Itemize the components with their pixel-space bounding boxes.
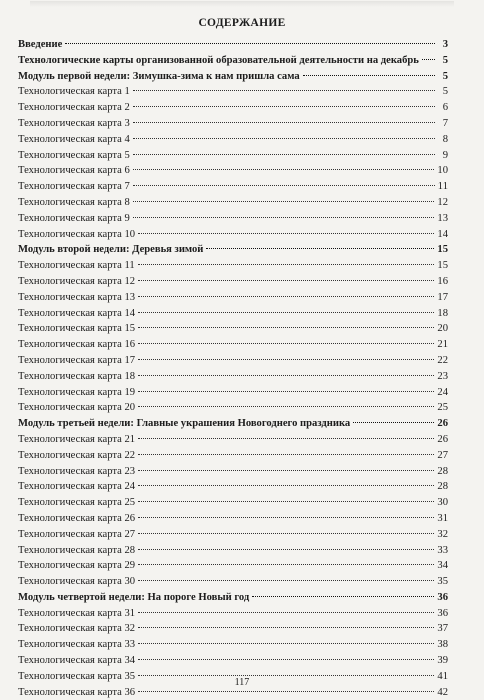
dot-leader bbox=[138, 549, 434, 550]
toc-entry bbox=[18, 227, 448, 243]
dot-leader bbox=[138, 406, 434, 407]
dot-leader bbox=[252, 596, 434, 597]
toc-entry-title: Технологическая карта 31 bbox=[18, 607, 136, 619]
toc-entry-page: 39 bbox=[437, 655, 448, 667]
dot-leader bbox=[206, 248, 434, 249]
dot-leader bbox=[133, 201, 435, 202]
dot-leader bbox=[138, 312, 434, 313]
toc-entry-title: Технологическая карта 20 bbox=[18, 402, 136, 414]
toc-entry-title: Технологическая карта 13 bbox=[18, 291, 136, 303]
toc-entry-page: 42 bbox=[437, 686, 448, 698]
toc-entry bbox=[18, 116, 448, 132]
dot-leader bbox=[138, 438, 434, 439]
toc-entry-title: Технологическая карта 15 bbox=[18, 323, 136, 335]
toc-entry-page: 26 bbox=[437, 418, 448, 430]
toc-heading: СОДЕРЖАНИЕ bbox=[198, 17, 286, 29]
toc-entry bbox=[18, 306, 448, 322]
toc-entry bbox=[18, 448, 448, 464]
toc-entry-page: 21 bbox=[437, 339, 448, 351]
page-number: 117 bbox=[234, 677, 250, 688]
toc-entry bbox=[18, 321, 448, 337]
dot-leader bbox=[138, 627, 434, 628]
toc-entry-page: 12 bbox=[437, 196, 448, 208]
toc-entry bbox=[18, 148, 448, 164]
toc-entry-page: 6 bbox=[442, 102, 448, 114]
toc-entry-title: Технологическая карта 27 bbox=[18, 528, 136, 540]
toc-entry-title: Технологическая карта 6 bbox=[18, 165, 130, 177]
toc-entry bbox=[18, 274, 448, 290]
toc-entry bbox=[18, 385, 448, 401]
toc-entry-title: Технологическая карта 25 bbox=[18, 497, 136, 509]
toc-section-entry bbox=[18, 590, 448, 606]
toc-section-entry bbox=[18, 242, 448, 258]
toc-entry-title: Введение bbox=[18, 39, 63, 50]
toc-entry bbox=[18, 606, 448, 622]
toc-entry-title: Технологическая карта 32 bbox=[18, 623, 136, 635]
dot-leader bbox=[303, 75, 435, 76]
dot-leader bbox=[133, 106, 435, 107]
toc-entry-title: Технологическая карта 26 bbox=[18, 512, 136, 524]
dot-leader bbox=[138, 501, 434, 502]
toc-entry-title: Технологическая карта 23 bbox=[18, 465, 136, 477]
toc-entry-title: Технологическая карта 1 bbox=[18, 86, 130, 98]
toc-entry-page: 41 bbox=[437, 670, 448, 682]
dot-leader bbox=[138, 485, 434, 486]
toc-entry-page: 16 bbox=[437, 275, 448, 287]
dot-leader bbox=[138, 517, 434, 518]
table-of-contents bbox=[18, 37, 448, 700]
toc-entry-title: Технологические карты организованной образовательной деятельности на декабрь bbox=[18, 54, 419, 66]
toc-entry-page: 5 bbox=[442, 54, 448, 66]
toc-entry-page: 25 bbox=[437, 402, 448, 414]
toc-entry-page: 24 bbox=[437, 386, 448, 398]
toc-entry bbox=[18, 290, 448, 306]
toc-entry-title: Технологическая карта 5 bbox=[18, 149, 130, 161]
toc-entry-page: 3 bbox=[442, 39, 448, 50]
toc-entry-title: Технологическая карта 14 bbox=[18, 307, 136, 319]
dot-leader bbox=[138, 359, 434, 360]
toc-entry-title: Технологическая карта 10 bbox=[18, 228, 136, 240]
dot-leader bbox=[138, 343, 434, 344]
toc-entry-title: Модуль третьей недели: Главные украшения Новогоднего праздника bbox=[18, 418, 351, 430]
toc-entry bbox=[18, 621, 448, 637]
toc-entry-page: 17 bbox=[437, 291, 448, 303]
toc-entry-page: 15 bbox=[437, 260, 448, 272]
toc-entry-title: Технологическая карта 11 bbox=[18, 260, 135, 272]
toc-entry-page: 22 bbox=[437, 354, 448, 366]
toc-entry bbox=[18, 479, 448, 495]
dot-leader bbox=[133, 138, 435, 139]
toc-entry-page: 28 bbox=[437, 465, 448, 477]
toc-entry bbox=[18, 84, 448, 100]
toc-entry-page: 37 bbox=[437, 623, 448, 635]
toc-entry-page: 34 bbox=[437, 560, 448, 572]
toc-entry bbox=[18, 495, 448, 511]
toc-entry-page: 28 bbox=[437, 481, 448, 493]
toc-entry bbox=[18, 132, 448, 148]
dot-leader bbox=[138, 391, 434, 392]
toc-entry bbox=[18, 195, 448, 211]
toc-entry-title: Технологическая карта 9 bbox=[18, 212, 130, 224]
dot-leader bbox=[138, 454, 434, 455]
toc-section-entry bbox=[18, 53, 448, 69]
toc-entry bbox=[18, 163, 448, 179]
toc-entry bbox=[18, 400, 448, 416]
toc-section-entry bbox=[18, 69, 448, 85]
dot-leader bbox=[138, 659, 434, 660]
toc-entry-page: 32 bbox=[437, 528, 448, 540]
dot-leader bbox=[133, 169, 435, 170]
toc-entry-page: 10 bbox=[437, 165, 448, 177]
toc-entry-title: Технологическая карта 18 bbox=[18, 370, 136, 382]
toc-entry-title: Технологическая карта 22 bbox=[18, 449, 136, 461]
toc-entry bbox=[18, 353, 448, 369]
dot-leader bbox=[138, 691, 434, 692]
toc-entry-title: Технологическая карта 16 bbox=[18, 339, 136, 351]
dot-leader bbox=[138, 533, 434, 534]
toc-entry bbox=[18, 574, 448, 590]
toc-entry bbox=[18, 211, 448, 227]
dot-leader bbox=[138, 470, 434, 471]
toc-entry-title: Технологическая карта 34 bbox=[18, 655, 136, 667]
toc-entry-page: 13 bbox=[437, 212, 448, 224]
dot-leader bbox=[133, 217, 435, 218]
dot-leader bbox=[65, 43, 435, 44]
toc-entry-page: 36 bbox=[437, 607, 448, 619]
toc-section-entry bbox=[18, 416, 448, 432]
dot-leader bbox=[138, 580, 434, 581]
toc-entry-title: Модуль четвертой недели: На пороге Новый год bbox=[18, 591, 250, 603]
toc-entry-page: 38 bbox=[437, 639, 448, 651]
dot-leader bbox=[133, 185, 435, 186]
toc-entry bbox=[18, 432, 448, 448]
dot-leader bbox=[138, 375, 434, 376]
toc-entry-title: Технологическая карта 28 bbox=[18, 544, 136, 556]
dot-leader bbox=[133, 122, 435, 123]
toc-entry-title: Модуль второй недели: Деревья зимой bbox=[18, 244, 204, 256]
dot-leader bbox=[138, 264, 435, 265]
toc-entry-title: Технологическая карта 7 bbox=[18, 181, 130, 193]
toc-entry bbox=[18, 511, 448, 527]
dot-leader bbox=[133, 154, 435, 155]
dot-leader bbox=[138, 643, 434, 644]
toc-entry-title: Технологическая карта 35 bbox=[18, 670, 136, 682]
dot-leader bbox=[138, 280, 434, 281]
dot-leader bbox=[422, 59, 435, 60]
toc-entry-title: Технологическая карта 19 bbox=[18, 386, 136, 398]
show-through-text bbox=[30, 1, 454, 7]
toc-entry-title: Технологическая карта 24 bbox=[18, 481, 136, 493]
toc-entry-page: 11 bbox=[437, 181, 448, 193]
toc-entry-page: 15 bbox=[437, 244, 448, 256]
toc-entry-page: 35 bbox=[437, 576, 448, 588]
toc-entry-page: 36 bbox=[437, 591, 448, 603]
toc-entry bbox=[18, 653, 448, 669]
toc-entry-page: 18 bbox=[437, 307, 448, 319]
toc-entry bbox=[18, 179, 448, 195]
toc-entry bbox=[18, 543, 448, 559]
toc-entry-title: Технологическая карта 12 bbox=[18, 275, 136, 287]
toc-entry-title: Технологическая карта 4 bbox=[18, 133, 130, 145]
toc-entry bbox=[18, 369, 448, 385]
toc-entry-title: Технологическая карта 21 bbox=[18, 433, 136, 445]
toc-entry bbox=[18, 558, 448, 574]
toc-entry-title: Технологическая карта 17 bbox=[18, 354, 136, 366]
toc-entry bbox=[18, 258, 448, 274]
toc-entry-page: 8 bbox=[442, 133, 448, 145]
toc-entry-title: Модуль первой недели: Зимушка-зима к нам пришла сама bbox=[18, 70, 300, 82]
toc-entry-page: 30 bbox=[437, 497, 448, 509]
dot-leader bbox=[138, 564, 434, 565]
dot-leader bbox=[353, 422, 434, 423]
toc-entry-page: 7 bbox=[442, 117, 448, 129]
toc-entry-page: 33 bbox=[437, 544, 448, 556]
toc-entry bbox=[18, 464, 448, 480]
toc-entry-page: 20 bbox=[437, 323, 448, 335]
toc-entry-title: Технологическая карта 36 bbox=[18, 686, 136, 698]
toc-entry-page: 9 bbox=[442, 149, 448, 161]
dot-leader bbox=[138, 233, 434, 234]
toc-entry bbox=[18, 637, 448, 653]
toc-entry bbox=[18, 337, 448, 353]
toc-entry-page: 5 bbox=[442, 86, 448, 98]
dot-leader bbox=[138, 675, 434, 676]
toc-entry-page: 5 bbox=[442, 70, 448, 82]
dot-leader bbox=[138, 612, 434, 613]
toc-entry-page: 31 bbox=[437, 512, 448, 524]
toc-entry-title: Технологическая карта 3 bbox=[18, 117, 130, 129]
toc-entry bbox=[18, 527, 448, 543]
toc-entry-page: 23 bbox=[437, 370, 448, 382]
toc-entry-title: Технологическая карта 33 bbox=[18, 639, 136, 651]
toc-entry-page: 27 bbox=[437, 449, 448, 461]
toc-entry-page: 14 bbox=[437, 228, 448, 240]
toc-entry bbox=[18, 100, 448, 116]
dot-leader bbox=[138, 296, 434, 297]
toc-section-entry bbox=[18, 37, 448, 53]
toc-entry-title: Технологическая карта 2 bbox=[18, 102, 130, 114]
dot-leader bbox=[138, 327, 434, 328]
toc-entry-title: Технологическая карта 8 bbox=[18, 196, 130, 208]
toc-entry-title: Технологическая карта 30 bbox=[18, 576, 136, 588]
toc-entry-title: Технологическая карта 29 bbox=[18, 560, 136, 572]
dot-leader bbox=[133, 90, 435, 91]
toc-entry-page: 26 bbox=[437, 433, 448, 445]
